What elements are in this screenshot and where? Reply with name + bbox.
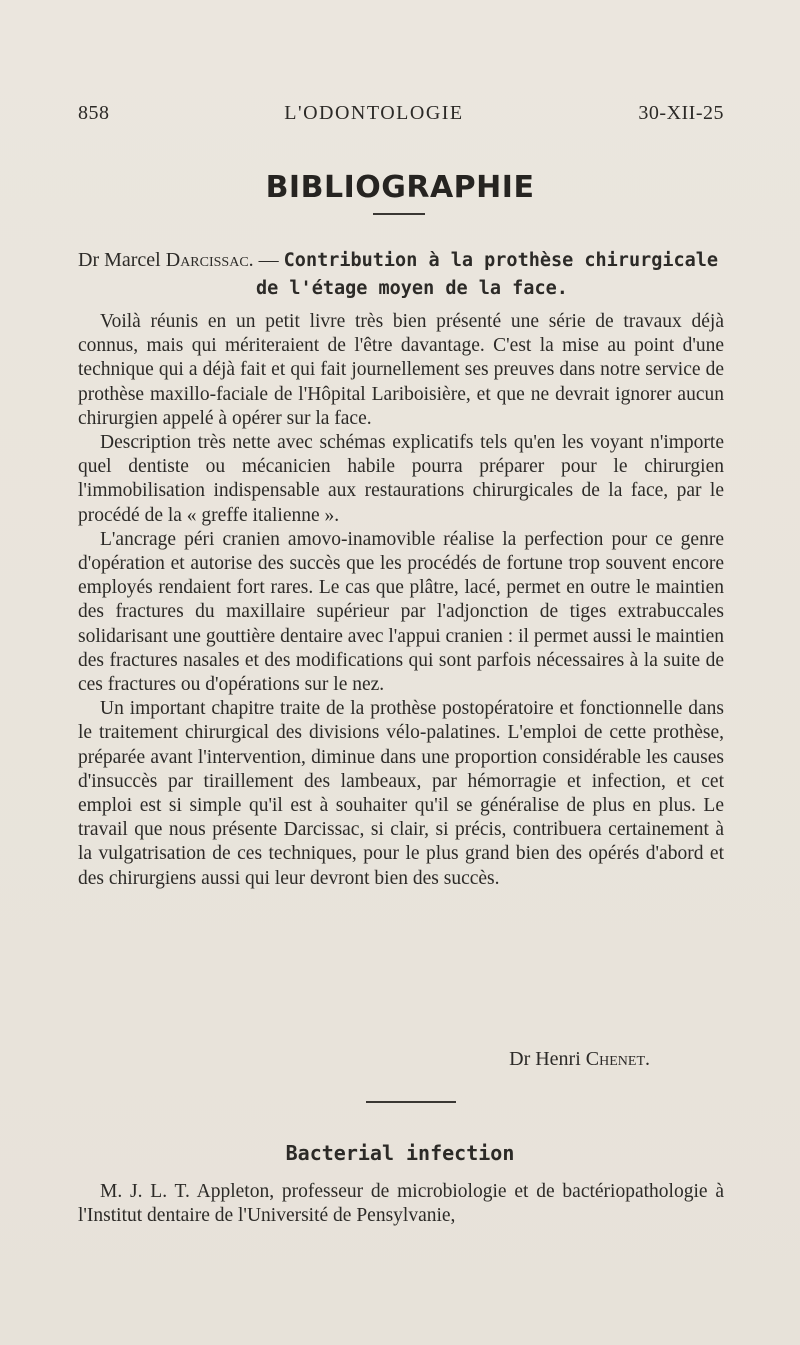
signature-last-name: Chenet.: [585, 1048, 650, 1070]
journal-title: L'ODONTOLOGIE: [284, 102, 464, 124]
review-paragraph-1: Voilà réunis en un petit livre très bien présenté une série de travaux déjà connus, mais qui mériteraient de l'être davantage. C'est la mise au point d'une technique qui a déjà fait et qui fait journellement ses preuves dans notre service de prothèse maxillo-faciale de l'Hôpital Lariboisière, et que ne devrait ignorer aucun chirurgien appelé à opérer sur la face.: [78, 311, 724, 429]
running-header: [78, 102, 724, 130]
work-title-line2: de l'étage moyen de la face.: [256, 278, 568, 299]
review-paragraph-3: L'ancrage péri cranien amovo-inamovible réalise la perfection pour ce genre d'opération et autorise des succès que les procédés de fortune trop souvent encore employés rendaient fort rares. Le cas que plâtre, lacé, permet en outre le maintien des fractures du maxillaire supérieur par l'adjonction de tiges extrabuccales solidarisant une gouttière dentaire avec l'appui cranien : il permet aussi le maintien des fractures nasales et des modifications qui sont parfois nécessaires à la suite de ces fractures ou d'opérations sur le nez.: [78, 528, 724, 696]
page-number: 858: [78, 102, 110, 124]
review-body: [78, 310, 724, 891]
review-signature: [78, 1048, 650, 1071]
signature-prefix: Dr: [509, 1048, 531, 1070]
author-last-name: Darcissac.: [165, 249, 254, 271]
review-paragraph-4: Un important chapitre traite de la prothèse postopératoire et fonctionnelle dans le traitement chirurgical des divisions vélo-palatines. L'emploi de cette prothèse, préparée avant l'intervention, diminue dans une proportion considérable les causes d'insuccès par tiraillement des lambeaux, par hémorragie et infection, et cet emploi est si simple qu'il est à souhaiter qu'il se généralise de plus en plus. Le travail que nous présente Darcissac, si clair, si précis, contribuera certainement à la vulgatrisation de ces techniques, pour le plus grand bien des opérés d'abord et des chirurgiens aussi qui leur devront bien des succès.: [78, 698, 724, 889]
next-section-body: [78, 1180, 724, 1228]
author-prefix: Dr: [78, 249, 100, 271]
author-first-name: Marcel: [104, 249, 161, 271]
signature-first-name: Henri: [535, 1048, 581, 1070]
work-title-line1: Contribution à la prothèse chirurgicale: [283, 250, 719, 271]
section-divider: [366, 1101, 456, 1103]
next-section-title: Bacterial infection: [285, 1141, 515, 1165]
review-heading: [78, 246, 724, 303]
section-title: BIBLIOGRAPHIE: [265, 170, 535, 205]
issue-date: 30-XII-25: [638, 102, 724, 124]
title-rule: [373, 213, 425, 215]
next-section-paragraph: M. J. L. T. Appleton, professeur de microbiologie et de bactériopathologie à l'Institut dentaire de l'Université de Pensylvanie,: [78, 1181, 724, 1227]
review-paragraph-2: Description très nette avec schémas explicatifs tels qu'en les voyant n'importe quel dentiste ou mécanicien habile pourra préparer pour le chirurgien l'immobilisation indispensable aux restaurations chirurgicales de la face, par le procédé de la « greffe italienne ».: [78, 432, 724, 526]
heading-separator: —: [258, 249, 279, 271]
